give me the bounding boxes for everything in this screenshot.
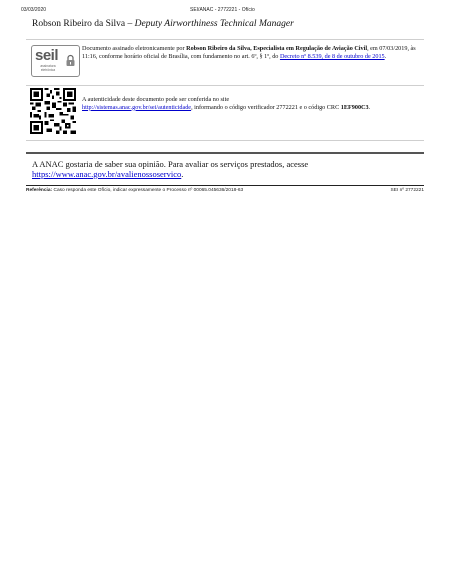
- authenticity-details: , informando o código verificador 2772221 e o código CRC: [191, 103, 341, 111]
- qr-code-icon: [30, 88, 76, 134]
- signature-signer: Robson Ribeiro da Silva, Especialista em Regulação de Aviação Civil: [186, 45, 368, 52]
- signature-end: .: [384, 53, 387, 60]
- signer-separator: –: [125, 19, 135, 29]
- footer-reference: [26, 188, 243, 193]
- decree-link[interactable]: Decreto nº 8.539, de 8 de outubro de 2015: [279, 53, 385, 60]
- footer-rule: [26, 185, 424, 186]
- authenticity-text: [82, 96, 422, 111]
- header-date: 03/03/2020: [21, 7, 47, 13]
- feedback-text: [32, 159, 422, 179]
- footer-reference-label: Referência:: [26, 188, 53, 193]
- sei-seal: [31, 45, 80, 77]
- footer-reference-text: Caso responda este Ofício, indicar expressamente o Processo nº 00065.045636/2018-63: [52, 188, 244, 193]
- feedback-link[interactable]: https://www.anac.gov.br/avalienossoservico: [32, 169, 182, 179]
- crc-code: 1EF900C3: [340, 103, 369, 111]
- page-footer: [26, 188, 424, 196]
- divider-bottom: [26, 140, 424, 141]
- page-header: [0, 7, 449, 17]
- signature-block: [26, 40, 424, 84]
- seal-subtitle: assinatura eletrônica: [40, 64, 56, 72]
- feedback-end: .: [181, 169, 184, 179]
- signer-line: [32, 19, 294, 29]
- authenticity-intro: A autenticidade deste documento pode ser conferida no site: [82, 96, 230, 103]
- padlock-icon: [65, 54, 76, 67]
- seal-logo: seil: [35, 47, 59, 64]
- signature-details: , em 07/03/2019, às 11:16, conforme horário oficial de Brasília, com fundamento no art. 6º, § 1º, do: [82, 45, 416, 60]
- signature-intro: Documento assinado eletronicamente por: [82, 45, 187, 52]
- signer-name: Robson Ribeiro da Silva: [32, 19, 126, 29]
- footer-sei-number: SEI nº 2772221: [390, 188, 424, 193]
- signer-role: Deputy Airworthiness Technical Manager: [134, 19, 294, 29]
- header-document-id: SEI/ANAC - 2772221 - Ofício: [190, 7, 255, 13]
- authenticity-link[interactable]: http://sistemas.anac.gov.br/sei/autenticidade: [82, 103, 192, 111]
- signature-text: [82, 45, 422, 61]
- feedback-message: A ANAC gostaria de saber sua opinião. Para avaliar os serviços prestados, acesse: [32, 159, 309, 169]
- authenticity-end: .: [368, 103, 371, 111]
- section-rule: [26, 152, 424, 154]
- authenticity-block: [26, 86, 424, 138]
